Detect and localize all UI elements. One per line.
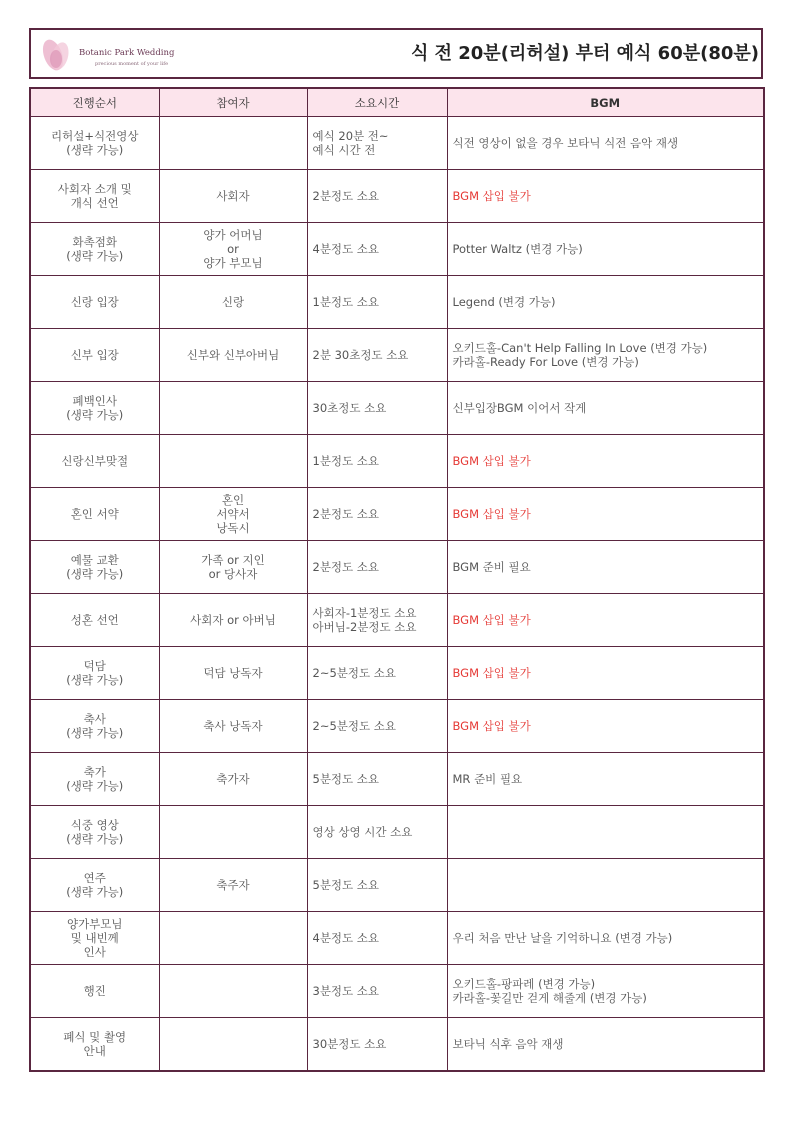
- cell-participants: [159, 223, 307, 276]
- logo-name: Botanic Park Wedding: [79, 48, 175, 58]
- cell-participants: [159, 276, 307, 329]
- cell-order: [30, 541, 159, 594]
- ceremony-schedule-table: [29, 87, 765, 1072]
- cell-duration-text: 1분정도 소요: [312, 295, 380, 309]
- cell-bgm-text: 보타닉 식후 음악 재생: [452, 1037, 564, 1051]
- brand-logo: [39, 35, 189, 75]
- cell-bgm: [447, 329, 764, 382]
- table-row: [30, 965, 764, 1018]
- table-row: [30, 859, 764, 912]
- cell-bgm-text: 오키드홀-팡파레 (변경 가능) 카라홀-꽃길만 걷게 해줄게 (변경 가능): [452, 977, 647, 1005]
- cell-order-text: 화촉점화 (생략 가능): [66, 235, 124, 263]
- cell-order-text: 축사 (생략 가능): [66, 712, 124, 740]
- cell-order-text: 행진: [83, 984, 106, 998]
- page-title: 식 전 20분(리허설) 부터 예식 60분(80분): [410, 43, 759, 64]
- table-row: [30, 1018, 764, 1072]
- cell-duration: [307, 276, 447, 329]
- cell-order-text: 덕담 (생략 가능): [66, 659, 124, 687]
- cell-duration-text: 2분정도 소요: [312, 507, 380, 521]
- cell-duration: [307, 223, 447, 276]
- logo-tagline: precious moment of your life: [95, 61, 169, 67]
- cell-participants: [159, 912, 307, 965]
- cell-participants: [159, 541, 307, 594]
- cell-bgm: [447, 647, 764, 700]
- cell-participants-text: 신랑: [221, 295, 245, 309]
- cell-bgm: [447, 117, 764, 170]
- cell-order: [30, 435, 159, 488]
- cell-order-text: 신랑 입장: [70, 295, 119, 309]
- cell-bgm-text: BGM 삽입 불가: [452, 189, 531, 203]
- cell-duration: [307, 488, 447, 541]
- cell-bgm-text: 신부입장BGM 이어서 작게: [452, 401, 587, 415]
- cell-bgm-text: BGM 준비 필요: [452, 560, 531, 574]
- cell-order: [30, 912, 159, 965]
- cell-participants: [159, 117, 307, 170]
- cell-order: [30, 488, 159, 541]
- cell-order-text: 신랑신부맞절: [61, 454, 129, 468]
- cell-duration-text: 2분정도 소요: [312, 189, 380, 203]
- cell-duration: [307, 382, 447, 435]
- column-header-order: 진행순서: [30, 88, 159, 117]
- cell-order: [30, 382, 159, 435]
- cell-participants-text: 가족 or 지인 or 당사자: [201, 553, 265, 581]
- cell-order: [30, 170, 159, 223]
- table-row: [30, 541, 764, 594]
- cell-duration-text: 사회자-1분정도 소요 아버님-2분정도 소요: [312, 606, 417, 634]
- cell-duration: [307, 541, 447, 594]
- cell-bgm: [447, 223, 764, 276]
- cell-bgm: [447, 382, 764, 435]
- cell-bgm-text: Legend (변경 가능): [452, 295, 556, 309]
- cell-bgm: [447, 859, 764, 912]
- cell-duration: [307, 806, 447, 859]
- cell-participants: [159, 753, 307, 806]
- cell-bgm-text: BGM 삽입 불가: [452, 719, 531, 733]
- cell-bgm-text: BGM 삽입 불가: [452, 454, 531, 468]
- cell-order-text: 축가 (생략 가능): [66, 765, 124, 793]
- cell-bgm: [447, 170, 764, 223]
- cell-duration: [307, 912, 447, 965]
- cell-duration-text: 4분정도 소요: [312, 931, 380, 945]
- cell-bgm: [447, 488, 764, 541]
- cell-participants-text: 덕담 낭독자: [203, 666, 263, 680]
- cell-order: [30, 1018, 159, 1072]
- cell-duration-text: 2~5분정도 소요: [312, 719, 396, 733]
- cell-order: [30, 859, 159, 912]
- cell-order: [30, 806, 159, 859]
- cell-participants-text: 양가 어머님 or 양가 부모님: [203, 228, 263, 270]
- cell-bgm: [447, 541, 764, 594]
- cell-order: [30, 753, 159, 806]
- cell-order-text: 리허설+식전영상 (생략 가능): [51, 129, 139, 157]
- cell-bgm-text: Potter Waltz (변경 가능): [452, 242, 583, 256]
- table-row: [30, 753, 764, 806]
- cell-participants-text: 신부와 신부아버님: [186, 348, 280, 362]
- cell-participants: [159, 806, 307, 859]
- table-row: [30, 647, 764, 700]
- cell-order-text: 연주 (생략 가능): [66, 871, 124, 899]
- cell-duration: [307, 329, 447, 382]
- cell-participants-text: 사회자 or 아버님: [190, 613, 276, 627]
- cell-bgm-text: BGM 삽입 불가: [452, 613, 531, 627]
- column-header-bgm: BGM: [447, 88, 764, 117]
- cell-participants: [159, 488, 307, 541]
- cell-bgm: [447, 435, 764, 488]
- table-row: [30, 912, 764, 965]
- cell-duration-text: 4분정도 소요: [312, 242, 380, 256]
- cell-order-text: 폐식 및 촬영 안내: [63, 1030, 127, 1058]
- cell-bgm-text: 오키드홀-Can't Help Falling In Love (변경 가능) 카라홀-Ready For Love (변경 가능): [452, 341, 708, 369]
- cell-bgm-text: BGM 삽입 불가: [452, 507, 531, 521]
- cell-duration-text: 2분 30초정도 소요: [312, 348, 409, 362]
- cell-duration-text: 30분정도 소요: [312, 1037, 387, 1051]
- cell-participants: [159, 1018, 307, 1072]
- cell-participants-text: 축주자: [216, 878, 250, 892]
- cell-duration: [307, 1018, 447, 1072]
- cell-order-text: 성혼 선언: [70, 613, 119, 627]
- cell-bgm: [447, 276, 764, 329]
- cell-participants: [159, 965, 307, 1018]
- cell-duration-text: 예식 20분 전~ 예식 시간 전: [312, 129, 389, 157]
- column-header-participants: 참여자: [159, 88, 307, 117]
- cell-participants-text: 축가자: [216, 772, 250, 786]
- table-row: [30, 382, 764, 435]
- cell-duration: [307, 170, 447, 223]
- document-header: [29, 28, 763, 79]
- column-header-duration: 소요시간: [307, 88, 447, 117]
- cell-bgm: [447, 753, 764, 806]
- table-row: [30, 435, 764, 488]
- cell-duration: [307, 753, 447, 806]
- cell-participants-text: 혼인 서약서 낭독시: [216, 493, 250, 535]
- table-row: [30, 117, 764, 170]
- cell-duration-text: 2~5분정도 소요: [312, 666, 396, 680]
- cell-order-text: 사회자 소개 및 개식 선언: [57, 182, 132, 210]
- cell-order-text: 신부 입장: [70, 348, 119, 362]
- table-row: [30, 594, 764, 647]
- cell-participants: [159, 435, 307, 488]
- cell-duration: [307, 117, 447, 170]
- cell-duration-text: 30초정도 소요: [312, 401, 387, 415]
- cell-bgm-text: MR 준비 필요: [452, 772, 523, 786]
- cell-order: [30, 117, 159, 170]
- cell-participants: [159, 329, 307, 382]
- cell-bgm-text: BGM 삽입 불가: [452, 666, 531, 680]
- cell-participants: [159, 647, 307, 700]
- cell-duration: [307, 859, 447, 912]
- cell-order: [30, 594, 159, 647]
- cell-duration-text: 영상 상영 시간 소요: [312, 825, 413, 839]
- cell-order: [30, 965, 159, 1018]
- table-row: [30, 488, 764, 541]
- cell-bgm: [447, 965, 764, 1018]
- cell-bgm: [447, 1018, 764, 1072]
- cell-duration-text: 5분정도 소요: [312, 878, 380, 892]
- cell-duration-text: 3분정도 소요: [312, 984, 380, 998]
- cell-participants-text: 축사 낭독자: [203, 719, 263, 733]
- table-row: [30, 329, 764, 382]
- flower-petal-logo-icon: [39, 35, 79, 75]
- cell-duration: [307, 965, 447, 1018]
- cell-bgm: [447, 912, 764, 965]
- table-row: [30, 223, 764, 276]
- cell-bgm: [447, 700, 764, 753]
- cell-participants: [159, 594, 307, 647]
- cell-order-text: 예물 교환 (생략 가능): [66, 553, 124, 581]
- cell-order-text: 폐백인사 (생략 가능): [66, 394, 124, 422]
- cell-bgm-text: 우리 처음 만난 날을 기억하니요 (변경 가능): [452, 931, 673, 945]
- cell-duration-text: 1분정도 소요: [312, 454, 380, 468]
- cell-order: [30, 700, 159, 753]
- cell-order: [30, 223, 159, 276]
- table-row: [30, 276, 764, 329]
- table-header-row: [30, 88, 764, 117]
- cell-order: [30, 276, 159, 329]
- table-row: [30, 806, 764, 859]
- cell-order: [30, 647, 159, 700]
- cell-bgm: [447, 806, 764, 859]
- cell-duration: [307, 594, 447, 647]
- table-row: [30, 170, 764, 223]
- cell-bgm-text: 식전 영상이 없을 경우 보타닉 식전 음악 재생: [452, 136, 679, 150]
- cell-duration: [307, 700, 447, 753]
- cell-duration-text: 2분정도 소요: [312, 560, 380, 574]
- cell-participants: [159, 170, 307, 223]
- table-row: [30, 700, 764, 753]
- cell-bgm: [447, 594, 764, 647]
- cell-duration: [307, 435, 447, 488]
- cell-participants: [159, 700, 307, 753]
- cell-order-text: 식중 영상 (생략 가능): [66, 818, 124, 846]
- cell-order-text: 혼인 서약: [70, 507, 119, 521]
- cell-order: [30, 329, 159, 382]
- cell-duration-text: 5분정도 소요: [312, 772, 380, 786]
- cell-participants-text: 사회자: [216, 189, 250, 203]
- cell-participants: [159, 382, 307, 435]
- cell-order-text: 양가부모님 및 내빈께 인사: [66, 917, 123, 959]
- cell-participants: [159, 859, 307, 912]
- cell-duration: [307, 647, 447, 700]
